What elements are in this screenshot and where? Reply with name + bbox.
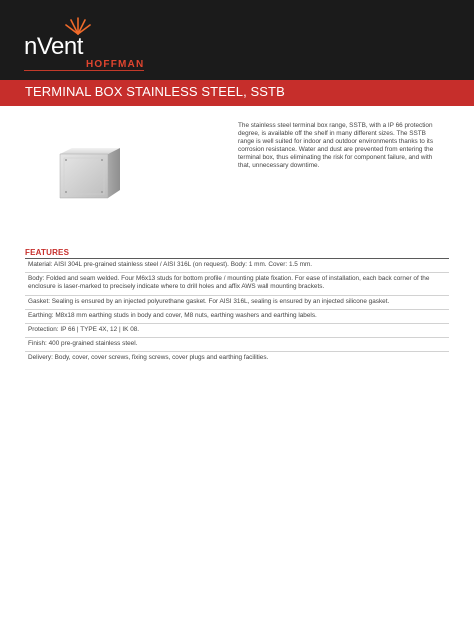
brand-name: nVent [24, 33, 83, 60]
feature-finish: Finish: 400 pre-grained stainless steel. [25, 338, 449, 352]
features-heading: FEATURES [25, 248, 70, 257]
stainless-terminal-box-icon [52, 144, 124, 202]
feature-protection: Protection: IP 66 | TYPE 4X, 12 | IK 08. [25, 324, 449, 338]
sub-brand-name: HOFFMAN [86, 59, 145, 70]
page-title: TERMINAL BOX STAINLESS STEEL, SSTB [25, 84, 285, 99]
nvent-hoffman-logo [24, 15, 154, 73]
feature-delivery: Delivery: Body, cover, cover screws, fixing screws, cover plugs and earthing facilities. [28, 354, 269, 362]
logo-divider [24, 70, 144, 71]
feature-earthing: Earthing: M8x18 mm earthing studs in body and cover, M8 nuts, earthing washers and earthing labels. [25, 310, 449, 324]
nvent-burst-icon [64, 15, 92, 35]
feature-body: Body: Folded and seam welded. Four M6x13 studs for bottom profile / mounting plate fixation. For ease of installation, each back corner of the enclosure is laser-marked to precisely indicate where to drill holes and affix AWS wall mounting brackets. [25, 273, 449, 295]
feature-material: Material: AISI 304L pre-grained stainless steel / AISI 316L (on request). Body: 1 mm. Cover: 1.5 mm. [25, 259, 449, 273]
feature-gasket: Gasket: Sealing is ensured by an injected polyurethane gasket. For AISI 316L, sealing is ensured by an injected silicone gasket. [25, 296, 449, 310]
features-list [25, 259, 449, 366]
product-description: The stainless steel terminal box range, SSTB, with a IP 66 protection degree, is available off the shelf in many different sizes. The SSTB range is well suited for indoor and outdoor environments thanks to its corrosion resistance. Water and dust are prevented from entering the terminal box, thus eliminating the risk for component failure, and with that, unnecessary downtime. [238, 122, 434, 170]
